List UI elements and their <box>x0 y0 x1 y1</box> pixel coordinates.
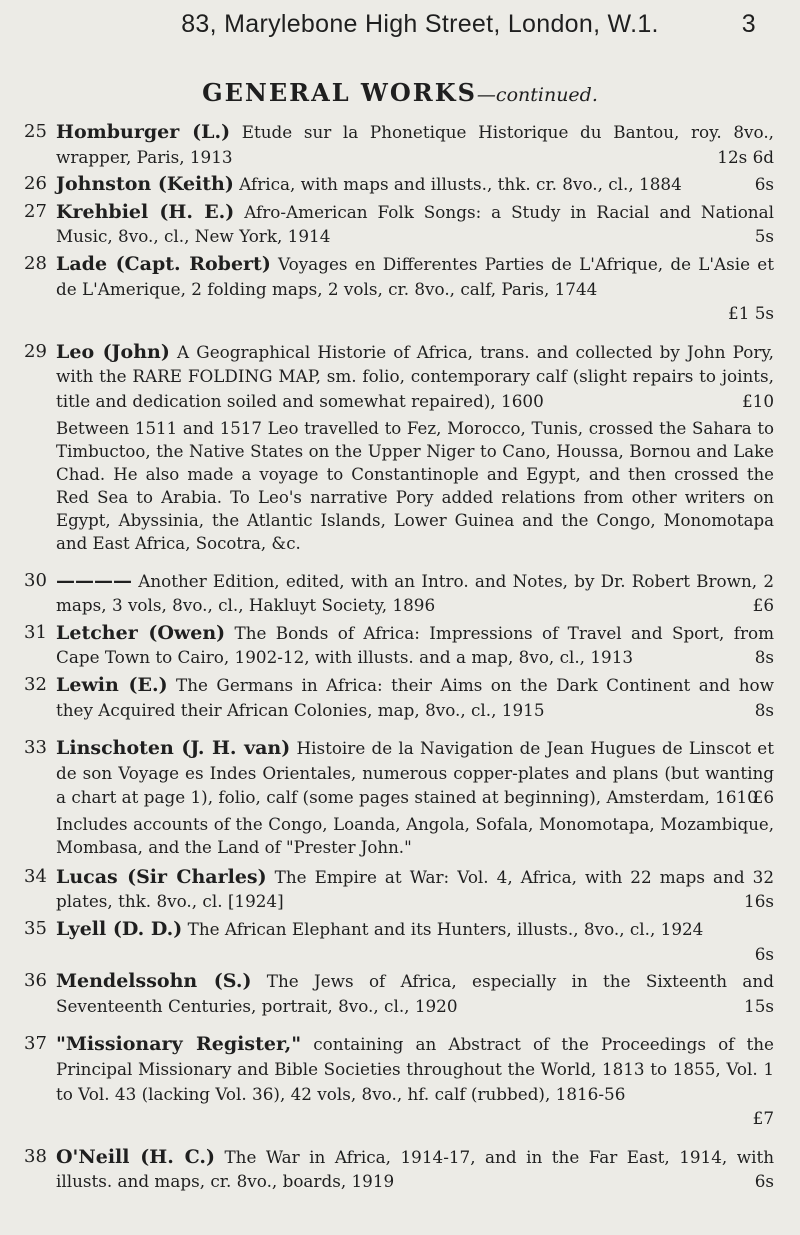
entry-price: 8s <box>754 647 774 668</box>
entry-description <box>56 736 774 810</box>
entry-author: Mendelssohn (S.) <box>56 970 252 993</box>
entry-author: Krehbiel (H. E.) <box>56 200 235 223</box>
entry-text: containing an Abstract of the Proceedings of the Principal Missionary and Bible Societies throughout the World, 1813 to 1855, Vol. 1 to Vol. 43 (lacking Vol. 36), 42 vols, 8vo., hf. calf (rubbed), 1816-56 <box>56 1034 774 1104</box>
entry-author: Leo (John) <box>56 340 170 363</box>
entry-price: 16s <box>744 891 774 912</box>
entry-text: Afro-American Folk Songs: a Study in Racial and National Music, 8vo., cl., New York, 1914 <box>56 201 774 247</box>
entry-author: Letcher (Owen) <box>56 621 226 644</box>
page-header <box>0 0 800 50</box>
entry-number: 35 <box>24 918 47 940</box>
entry-author: ———— <box>56 569 132 592</box>
entry-description <box>56 917 774 942</box>
entry-text: A Geographical Historie of Africa, trans. and collected by John Pory, with the RARE FOLDING MAP, sm. folio, contemporary calf (slight repairs to joints, title and dedication soiled and somewhat repaired), 1600 <box>56 341 774 411</box>
entry-text: Africa, with maps and illusts., thk. cr. 8vo., cl., 1884 <box>233 174 682 195</box>
entry-number: 31 <box>24 621 47 643</box>
entry-number: 33 <box>24 737 47 759</box>
catalogue-entry <box>24 969 774 1018</box>
entry-price: £1 5s <box>728 303 774 324</box>
entry-note: Between 1511 and 1517 Leo travelled to Fez, Morocco, Tunis, crossed the Sahara to Timbuctoo, the Native States on the Upper Niger to Cano, Houssa, Bornou and Lake Chad. He also made a voyage to Constantinople and Egypt, and then crossed the Red Sea to Arabia. To Leo's narrative Pory added relations from other writers on Egypt, Abyssinia, the Atlantic Islands, Lower Guinea and the Congo, Monomotapa and East Africa, Socotra, &c. <box>56 418 774 553</box>
entry-author: Lewin (E.) <box>56 673 168 696</box>
entry-text: The War in Africa, 1914-17, and in the Far East, 1914, with illusts. and maps, cr. 8vo., boards, 1919 <box>56 1146 775 1192</box>
entry-number: 26 <box>24 173 47 195</box>
catalogue-entry <box>24 917 774 966</box>
catalogue-entry <box>24 1145 774 1194</box>
section-title <box>0 78 800 107</box>
entry-author: Lade (Capt. Robert) <box>56 252 271 275</box>
entry-note: Includes accounts of the Congo, Loanda, Angola, Sofala, Monomotapa, Mozambique, Mombasa, and the Land of "Prester John." <box>56 814 774 857</box>
entry-number: 27 <box>24 200 47 222</box>
entry-text: Another Edition, edited, with an Intro. and Notes, by Dr. Robert Brown, 2 maps, 3 vols, 8vo., cl., Hakluyt Society, 1896 <box>56 570 774 616</box>
entry-number: 25 <box>24 121 47 142</box>
entry-number: 36 <box>24 970 47 992</box>
entry-text: The Bonds of Africa: Impressions of Travel and Sport, from Cape Town to Cairo, 1902-12, with illusts. and a map, 8vo, cl., 1913 <box>56 622 774 668</box>
entry-author: Homburger (L.) <box>56 121 231 143</box>
catalogue-entry <box>24 673 774 722</box>
entry-author: Lyell (D. D.) <box>56 918 183 941</box>
entry-price: £6 <box>752 787 774 808</box>
catalogue-entry <box>24 621 774 670</box>
entry-price: 6s <box>754 174 774 195</box>
entry-author: Linschoten (J. H. van) <box>56 737 291 760</box>
entry-number: 37 <box>24 1033 47 1055</box>
entry-number: 34 <box>24 865 47 887</box>
catalogue-entry <box>24 172 774 197</box>
entry-text: Etude sur la Phonetique Historique du Bantou, roy. 8vo., wrapper, Paris, 1913 <box>56 122 774 167</box>
section-heading: GENERAL WORKS <box>202 78 477 107</box>
entry-price: 12s 6d <box>717 146 774 167</box>
entry-text: Histoire de la Navigation de Jean Hugues de Linscot et de son Voyage es Indes Orientales, numerous copper-plates and plans (but wanting a chart at page 1), folio, calf (some pages stained at beginning), Amsterdam, 1610 <box>56 738 774 808</box>
catalogue-entry <box>24 569 774 618</box>
entry-price: 6s <box>754 943 774 964</box>
entry-number: 32 <box>24 673 47 695</box>
entry-price: 15s <box>744 995 774 1016</box>
entry-author: Johnston (Keith) <box>56 173 234 196</box>
catalogue-entries <box>24 120 774 1197</box>
entry-author: "Missionary Register," <box>56 1033 302 1056</box>
entry-price: £6 <box>752 595 774 616</box>
entry-description <box>56 172 774 197</box>
entry-text: Voyages en Differentes Parties de L'Afrique, de L'Asie et de L'Amerique, 2 folding maps, 2 vols, cr. 8vo., calf, Paris, 1744 <box>56 253 774 299</box>
entry-text: The African Elephant and its Hunters, illusts., 8vo., cl., 1924 <box>182 919 704 940</box>
entry-author: Lucas (Sir Charles) <box>56 865 267 888</box>
entry-number: 30 <box>24 569 47 591</box>
entry-number: 29 <box>24 340 47 362</box>
entry-price: £10 <box>741 390 774 411</box>
entry-number: 38 <box>24 1145 47 1167</box>
entry-description <box>56 1032 774 1106</box>
entry-price: £7 <box>752 1108 774 1129</box>
entry-price: 8s <box>754 699 774 720</box>
entry-text: The Germans in Africa: their Aims on the Dark Continent and how they Acquired their African Colonies, map, 8vo., cl., 1915 <box>56 674 774 720</box>
entry-price: 5s <box>754 226 774 247</box>
catalogue-entry <box>24 120 774 169</box>
entry-description <box>56 252 774 301</box>
catalogue-entry <box>24 1032 774 1130</box>
catalogue-entry <box>24 200 774 249</box>
catalogue-entry <box>24 865 774 914</box>
catalogue-entry <box>24 736 774 810</box>
entry-number: 28 <box>24 252 47 274</box>
page-number: 3 <box>741 10 756 38</box>
catalogue-entry <box>24 340 774 414</box>
catalogue-entry <box>24 252 774 326</box>
section-continued: —continued. <box>476 84 598 106</box>
entry-text: The Empire at War: Vol. 4, Africa, with 22 maps and 32 plates, thk. 8vo., cl. [1924] <box>56 866 774 912</box>
entry-author: O'Neill (H. C.) <box>56 1145 215 1168</box>
entry-text: The Jews of Africa, especially in the Sixteenth and Seventeenth Centuries, portrait, 8vo., cl., 1920 <box>56 971 774 1016</box>
header-address: 83, Marylebone High Street, London, W.1. <box>181 10 659 38</box>
entry-price: 6s <box>754 1171 774 1192</box>
